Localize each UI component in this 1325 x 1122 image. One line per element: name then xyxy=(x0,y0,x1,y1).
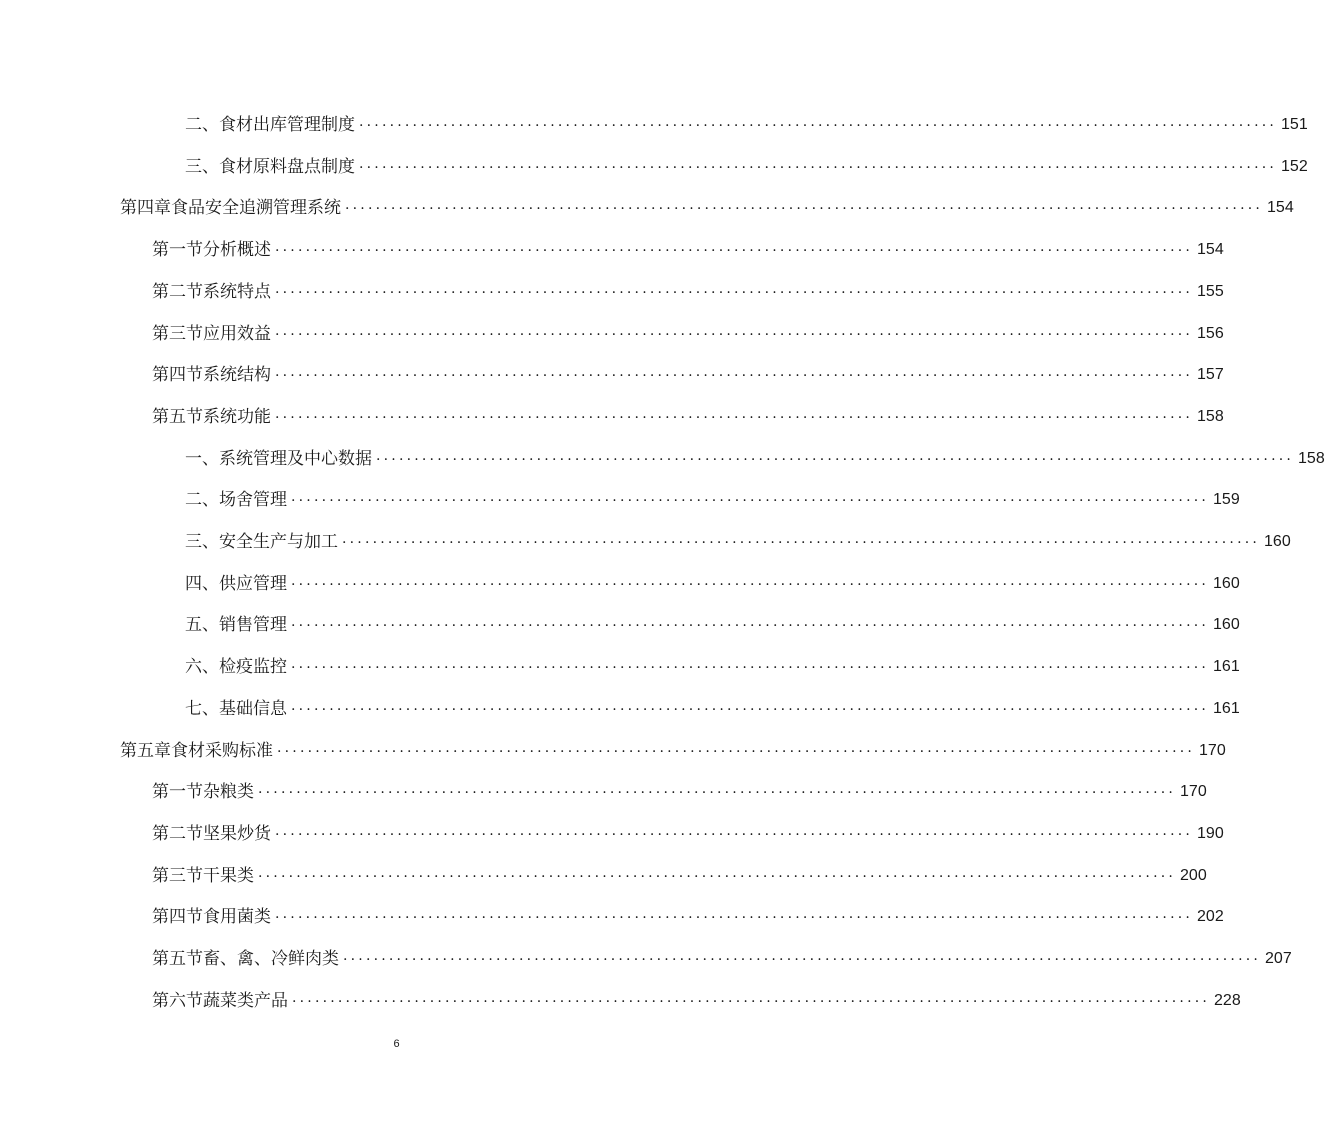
toc-entry-number: 三、 xyxy=(185,532,219,552)
toc-dot-leader: ........................................................................................................................ xyxy=(359,114,1278,130)
toc-dot-leader: ........................................................................................................................ xyxy=(359,155,1278,172)
toc-dot-leader: ........................................................................................................................ xyxy=(291,572,1210,589)
toc-entry-title: 安全生产与加工 xyxy=(219,532,338,552)
toc-entry-number: 第五节 xyxy=(152,406,203,427)
toc-entry-number: 第二节 xyxy=(152,823,203,844)
toc-dot-leader: ........................................................................................................................ xyxy=(291,697,1210,714)
toc-entry-number: 第六节 xyxy=(152,990,203,1011)
toc-entry-title: 畜、禽、冷鲜肉类 xyxy=(203,949,339,969)
toc-entry-title: 基础信息 xyxy=(219,698,287,719)
toc-dot-leader: ........................................................................................................................ xyxy=(275,364,1194,381)
toc-dot-leader: ........................................................................................................................ xyxy=(258,864,1177,881)
toc-entry-number: 第四章 xyxy=(120,198,171,219)
toc-entry-page: 154 xyxy=(1267,199,1294,217)
toc-entry-title: 供应管理 xyxy=(219,573,287,594)
toc-entry-page: 161 xyxy=(1213,699,1240,717)
toc-entry[interactable] xyxy=(0,638,1240,678)
toc-entry-page: 200 xyxy=(1180,866,1207,884)
toc-entry-title: 系统管理及中心数据 xyxy=(219,448,372,469)
toc-entry-number: 三、 xyxy=(185,156,219,177)
toc-entry-title: 食用菌类 xyxy=(203,907,271,928)
toc-dot-leader: ........................................................................................................................ xyxy=(292,989,1211,1006)
toc-dot-leader: ........................................................................................................................ xyxy=(275,322,1194,339)
toc-entry-title: 坚果炒货 xyxy=(203,823,271,844)
toc-entry-page: 156 xyxy=(1197,324,1224,342)
toc-entry-number: 七、 xyxy=(185,698,219,719)
toc-entry-title: 检疫监控 xyxy=(219,657,287,678)
toc-entry-number: 四、 xyxy=(185,573,219,594)
toc-dot-leader: ........................................................................................................................ xyxy=(345,197,1264,214)
toc-entry[interactable] xyxy=(0,763,1207,803)
toc-entry[interactable] xyxy=(0,305,1224,345)
toc-entry-title: 场舍管理 xyxy=(219,490,287,511)
toc-entry[interactable] xyxy=(0,513,1291,553)
toc-entry-number: 第三节 xyxy=(152,865,203,886)
toc-entry-page: 160 xyxy=(1213,574,1240,592)
toc-entry[interactable] xyxy=(0,263,1224,303)
toc-entry[interactable] xyxy=(0,596,1240,636)
toc-entry[interactable] xyxy=(0,555,1240,595)
toc-entry-page: 157 xyxy=(1197,366,1224,384)
toc-entry-number: 第四节 xyxy=(152,365,203,386)
toc-entry[interactable] xyxy=(0,722,1226,762)
toc-entry-title: 应用效益 xyxy=(203,323,271,344)
toc-entry-page: 154 xyxy=(1197,241,1224,259)
toc-entry-number: 二、 xyxy=(185,115,219,135)
toc-entry-number: 六、 xyxy=(185,657,219,678)
toc-entry[interactable] xyxy=(0,972,1241,1012)
toc-entry-title: 食材采购标准 xyxy=(171,740,273,761)
toc-entry-number: 第一节 xyxy=(152,782,203,803)
toc-entry-title: 干果类 xyxy=(203,865,254,886)
toc-dot-leader: ........................................................................................................................ xyxy=(275,280,1194,297)
toc-dot-leader: ........................................................................................................................ xyxy=(275,822,1194,839)
toc-entry-page: 158 xyxy=(1197,407,1224,425)
toc-dot-leader: ........................................................................................................................ xyxy=(275,405,1194,422)
toc-entry-title: 食品安全追溯管理系统 xyxy=(171,198,341,219)
toc-entry-title: 食材出库管理制度 xyxy=(219,115,355,135)
toc-entry-page: 152 xyxy=(1281,157,1308,175)
toc-entry-page: 155 xyxy=(1197,282,1224,300)
toc-entry-title: 蔬菜类产品 xyxy=(203,990,288,1011)
toc-dot-leader: ........................................................................................................................ xyxy=(291,614,1210,631)
toc-dot-leader: ........................................................................................................................ xyxy=(277,739,1196,756)
toc-entry-page: 158 xyxy=(1298,449,1325,467)
toc-entry-number: 一、 xyxy=(185,448,219,469)
toc-entry-page: 159 xyxy=(1213,491,1240,509)
toc-entry[interactable] xyxy=(0,471,1240,511)
toc-entry-page: 202 xyxy=(1197,908,1224,926)
page-number: 6 xyxy=(393,1038,400,1050)
toc-entry-page: 207 xyxy=(1265,950,1292,967)
toc-entry[interactable] xyxy=(0,179,1294,219)
toc-entry[interactable] xyxy=(0,847,1207,887)
toc-entry-title: 系统特点 xyxy=(203,281,271,302)
toc-entry-number: 第二节 xyxy=(152,281,203,302)
toc-entry-page: 170 xyxy=(1180,783,1207,801)
toc-entry[interactable] xyxy=(0,888,1224,928)
toc-entry-title: 分析概述 xyxy=(203,240,271,261)
toc-entry-title: 杂粮类 xyxy=(203,782,254,803)
toc-dot-leader: ........................................................................................................................ xyxy=(376,447,1295,464)
toc-entry-number: 第五节 xyxy=(152,949,203,969)
toc-entry-page: 160 xyxy=(1264,533,1291,550)
toc-entry-title: 销售管理 xyxy=(219,615,287,636)
toc-entry[interactable] xyxy=(0,221,1224,261)
toc-entry-number: 第一节 xyxy=(152,240,203,261)
toc-entry[interactable] xyxy=(0,930,1292,970)
toc-entry-number: 第三节 xyxy=(152,323,203,344)
toc-entry-number: 第五章 xyxy=(120,740,171,761)
toc-entry-page: 151 xyxy=(1281,116,1308,133)
toc-entry[interactable] xyxy=(0,388,1224,428)
toc-entry-number: 二、 xyxy=(185,490,219,511)
toc-entry-title: 系统功能 xyxy=(203,406,271,427)
toc-entry-page: 170 xyxy=(1199,741,1226,759)
toc-dot-leader: ........................................................................................................................ xyxy=(275,239,1194,256)
toc-entry-title: 食材原料盘点制度 xyxy=(219,156,355,177)
toc-entry-number: 第四节 xyxy=(152,907,203,928)
toc-dot-leader: ........................................................................................................................ xyxy=(275,906,1194,923)
toc-entry-title: 系统结构 xyxy=(203,365,271,386)
toc-dot-leader: ........................................................................................................................ xyxy=(291,489,1210,506)
toc-entry[interactable] xyxy=(0,430,1325,470)
toc-entry[interactable] xyxy=(0,346,1224,386)
toc-dot-leader: ........................................................................................................................ xyxy=(258,781,1177,798)
toc-entry-page: 160 xyxy=(1213,616,1240,634)
toc-entry-page: 228 xyxy=(1214,991,1241,1009)
toc-entry[interactable] xyxy=(0,805,1224,845)
toc-entry[interactable] xyxy=(0,96,1308,136)
toc-dot-leader: ........................................................................................................................ xyxy=(342,531,1261,547)
toc-dot-leader: ........................................................................................................................ xyxy=(343,948,1262,964)
toc-entry-page: 190 xyxy=(1197,824,1224,842)
toc-entry[interactable] xyxy=(0,138,1308,178)
toc-entry-page: 161 xyxy=(1213,658,1240,676)
toc-dot-leader: ........................................................................................................................ xyxy=(291,656,1210,673)
toc-entry[interactable] xyxy=(0,680,1240,720)
toc-entry-number: 五、 xyxy=(185,615,219,636)
